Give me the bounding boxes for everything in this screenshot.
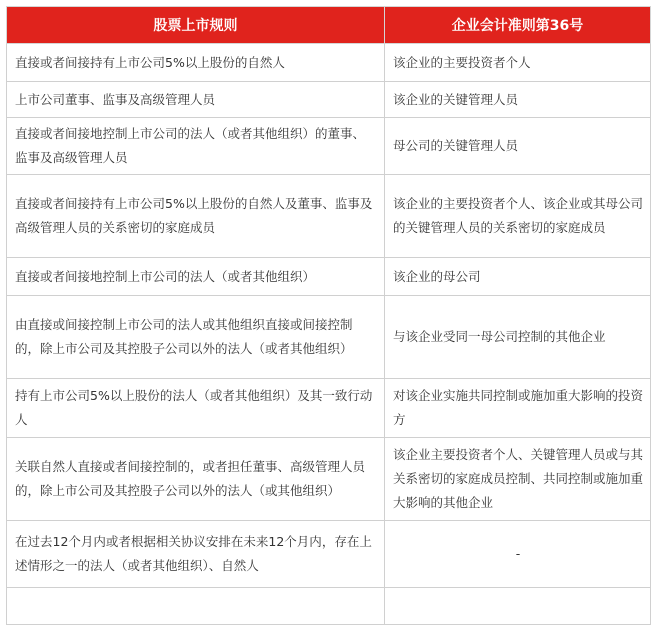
header-listing-rules: 股票上市规则 bbox=[7, 7, 385, 44]
accounting-standard-cell: 对该企业实施共同控制或施加重大影响的投资方 bbox=[385, 379, 651, 438]
listing-rule-cell: 直接或者间接持有上市公司5%以上股份的自然人及董事、监事及高级管理人员的关系密切的家庭成员 bbox=[7, 175, 385, 258]
listing-rule-cell: 关联自然人直接或者间接控制的，或者担任董事、高级管理人员的，除上市公司及其控股子公司以外的法人（或其他组织） bbox=[7, 438, 385, 521]
accounting-standard-cell: 该企业主要投资者个人、关键管理人员或与其关系密切的家庭成员控制、共同控制或施加重大影响的其他企业 bbox=[385, 438, 651, 521]
table-row bbox=[7, 438, 651, 521]
accounting-standard-cell bbox=[385, 588, 651, 625]
listing-rule-cell: 在过去12个月内或者根据相关协议安排在未来12个月内，存在上述情形之一的法人（或者其他组织）、自然人 bbox=[7, 521, 385, 588]
table-row bbox=[7, 296, 651, 379]
accounting-standard-cell: 该企业的主要投资者个人 bbox=[385, 44, 651, 82]
accounting-standard-cell: 该企业的母公司 bbox=[385, 258, 651, 296]
table-row bbox=[7, 44, 651, 82]
listing-rule-cell: 直接或者间接地控制上市公司的法人（或者其他组织） bbox=[7, 258, 385, 296]
table-header bbox=[7, 7, 651, 44]
header-row bbox=[7, 7, 651, 44]
accounting-standard-cell: - bbox=[385, 521, 651, 588]
table-row bbox=[7, 588, 651, 625]
listing-rule-cell: 持有上市公司5%以上股份的法人（或者其他组织）及其一致行动人 bbox=[7, 379, 385, 438]
listing-rule-cell: 直接或者间接地控制上市公司的法人（或者其他组织）的董事、监事及高级管理人员 bbox=[7, 118, 385, 175]
table-body bbox=[7, 44, 651, 625]
table-row bbox=[7, 175, 651, 258]
table-row bbox=[7, 82, 651, 118]
accounting-standard-cell: 与该企业受同一母公司控制的其他企业 bbox=[385, 296, 651, 379]
listing-rule-cell: 由直接或间接控制上市公司的法人或其他组织直接或间接控制的，除上市公司及其控股子公司以外的法人（或者其他组织） bbox=[7, 296, 385, 379]
listing-rule-cell: 上市公司董事、监事及高级管理人员 bbox=[7, 82, 385, 118]
accounting-standard-cell: 该企业的主要投资者个人、该企业或其母公司的关键管理人员的关系密切的家庭成员 bbox=[385, 175, 651, 258]
listing-rule-cell: 直接或者间接持有上市公司5%以上股份的自然人 bbox=[7, 44, 385, 82]
table-row bbox=[7, 118, 651, 175]
table-row bbox=[7, 258, 651, 296]
header-accounting-standard: 企业会计准则第36号 bbox=[385, 7, 651, 44]
table-row bbox=[7, 521, 651, 588]
table-row bbox=[7, 379, 651, 438]
accounting-standard-cell: 母公司的关键管理人员 bbox=[385, 118, 651, 175]
listing-rule-cell bbox=[7, 588, 385, 625]
comparison-table bbox=[6, 6, 651, 625]
accounting-standard-cell: 该企业的关键管理人员 bbox=[385, 82, 651, 118]
